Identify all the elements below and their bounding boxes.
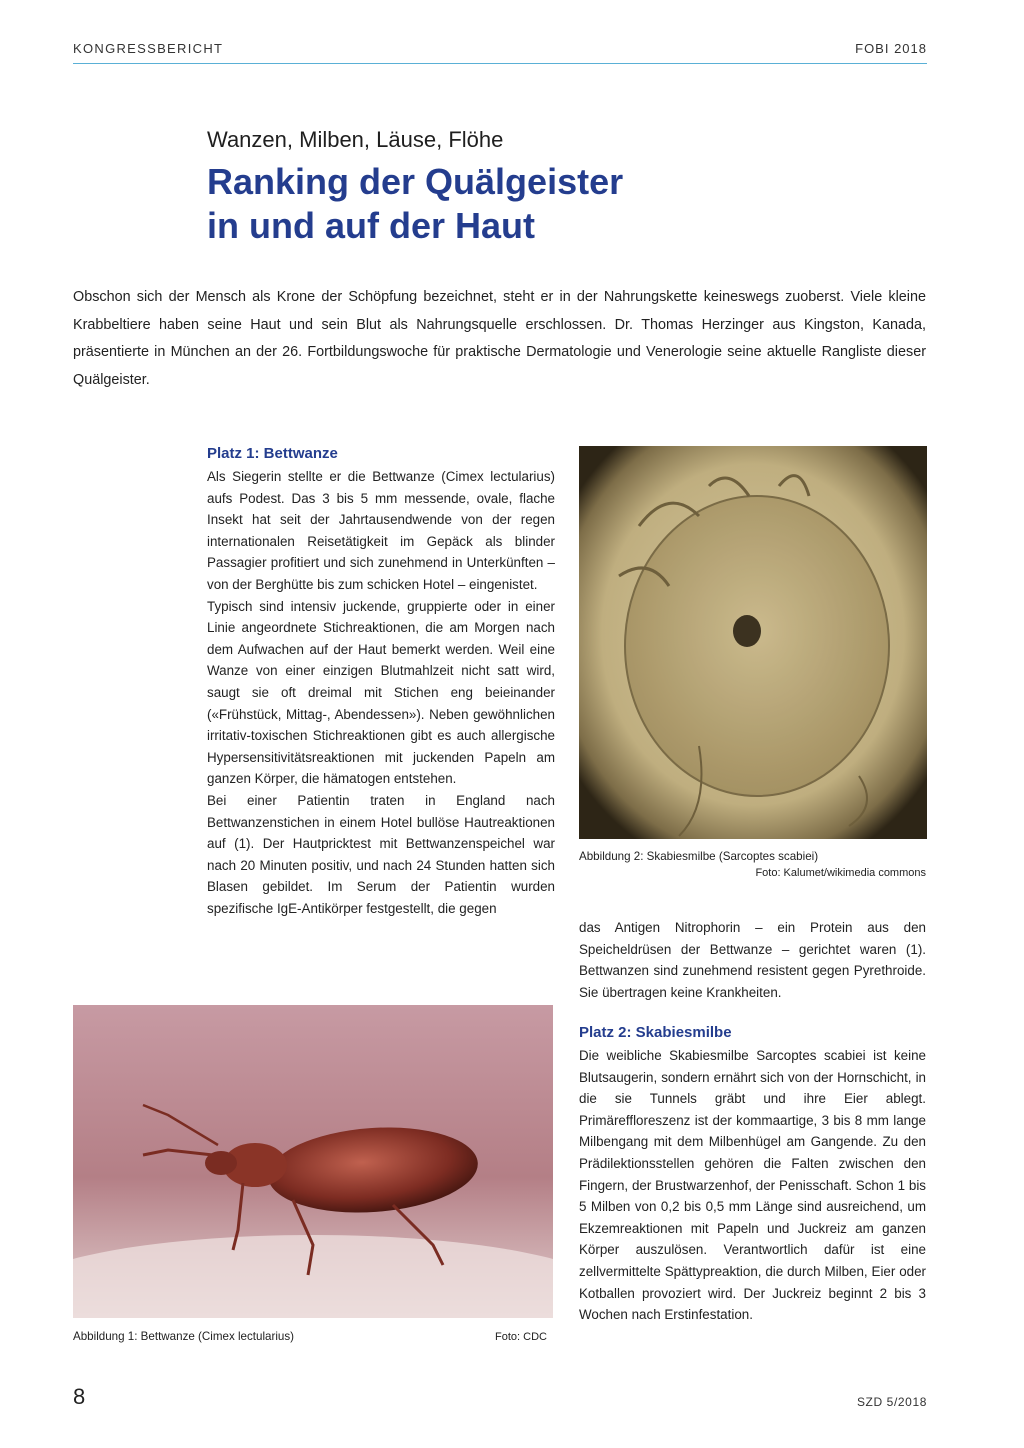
figure-scabies-mite-image: [579, 446, 927, 839]
paragraph: Bei einer Patientin traten in England nach Bettwanzenstichen in einem Hotel bullöse Hautreaktionen auf (1). Der Hautpricktest mit Bettwanzenspeichel war nach 20 Minuten positiv, und nach 24 Stunden hatten sich Blasen gebildet. Im Serum der Patientin wurden spezifische IgE-Antikörper festgestellt, die gegen: [207, 792, 555, 916]
article-lead: Obschon sich der Mensch als Krone der Schöpfung bezeichnet, steht er in der Nahrungskette keineswegs zuoberst. Viele kleine Krabbeltiere haben seine Haut und sein Blut als Nahrungsquelle erschlossen. Dr. Thomas Herzinger aus Kingston, Kanada, präsentierte in München an der 26. Fortbildungswoche für praktische Dermatologie und Venerologie seine aktuelle Rangliste dieser Quälgeister.: [73, 289, 926, 388]
mite-micrograph-icon: [579, 446, 927, 839]
bedbug-photo-icon: [73, 1005, 553, 1318]
article-title: [207, 160, 907, 248]
title-line-1: Ranking der Quälgeister: [207, 161, 624, 202]
paragraph: Typisch sind intensiv juckende, gruppierte oder in einer Linie angeordnete Stichreaktionen, die am Morgen nach dem Aufwachen auf der Haut bemerkt werden. Weil eine Wanze von einer einzigen Blutmahlzeit nicht satt wird, saugt sie oft dreimal mit Stichen eng beieinander («Frühstück, Mittag-, Abendessen»). Neben gewöhnlichen irritativ-toxischen Stichreaktionen gibt es auch allergische Hypersensitivitätsreaktionen mit juckenden Papeln am ganzen Körper, die hämatogen entstehen.: [207, 598, 555, 787]
paragraph: das Antigen Nitrophorin – ein Protein aus den Speicheldrüsen der Bettwanze – gerichtet waren (1). Bettwanzen sind zunehmend resistent gegen Pyrethroide. Sie übertragen keine Krankheiten.: [579, 920, 926, 1000]
figure1-credit: Foto: CDC: [495, 1331, 547, 1343]
paragraph: Die weibliche Skabiesmilbe Sarcoptes scabiei ist keine Blutsaugerin, sondern ernährt sich von der Hornschicht, in die sie Tunnels gräbt und ihre Eier ablegt. Primäreffloreszenz ist der kommaartige, 3 bis 8 mm lange Milbengang mit dem Milbenhügel am Gangende. Zu den Prädilektionsstellen gehören die Falten zwischen den Fingern, der Brustwarzenhof, der Penisschaft. Schon 1 bis 5 Milben von 0,2 bis 0,5 mm Länge sind ausreichend, um Ekzemreaktionen mit Papeln und Juckreiz am ganzen Körper auszulösen. Verantwortlich dafür ist eine zellvermittelte Spättypreaktion, die durch Milben, Eier oder Kotballen provoziert wird. Der Juckreiz beginnt 2 bis 3 Wochen nach Erstinfestation.: [579, 1048, 926, 1323]
right-column-section2: [579, 1022, 926, 1326]
section-label: KONGRESSBERICHT: [73, 41, 224, 56]
paragraph: Als Siegerin stellte er die Bettwanze (Cimex lectularius) aufs Podest. Das 3 bis 5 mm messende, ovale, flache Insekt hat seit der Jahrtausendwende von der regen internationalen Reisetätigkeit im Gepäck als blinder Passagier profitiert und sich zunehmend in Unterkünften – von der Berghütte bis zum schicken Hotel – eingenistet.: [207, 469, 555, 592]
article-kicker: Wanzen, Milben, Läuse, Flöhe: [207, 127, 504, 152]
event-label: FOBI 2018: [855, 41, 927, 56]
figure-bedbug-image: [73, 1005, 553, 1318]
journal-issue: SZD 5/2018: [856, 1395, 927, 1409]
figure1-caption: Abbildung 1: Bettwanze (Cimex lectularius): [73, 1330, 295, 1343]
left-column: [207, 443, 555, 919]
page-number: 8: [73, 1384, 86, 1409]
section-heading-skabiesmilbe: Platz 2: Skabiesmilbe: [579, 1024, 732, 1041]
figure2-credit: Foto: Kalumet/wikimedia commons: [755, 867, 926, 879]
header-divider: [73, 63, 927, 64]
right-column-continuation: [579, 917, 926, 1003]
figure2-caption: Abbildung 2: Skabiesmilbe (Sarcoptes scabiei): [579, 850, 819, 863]
section-heading-bettwanze: Platz 1: Bettwanze: [207, 445, 338, 462]
title-line-2: in und auf der Haut: [207, 205, 535, 246]
